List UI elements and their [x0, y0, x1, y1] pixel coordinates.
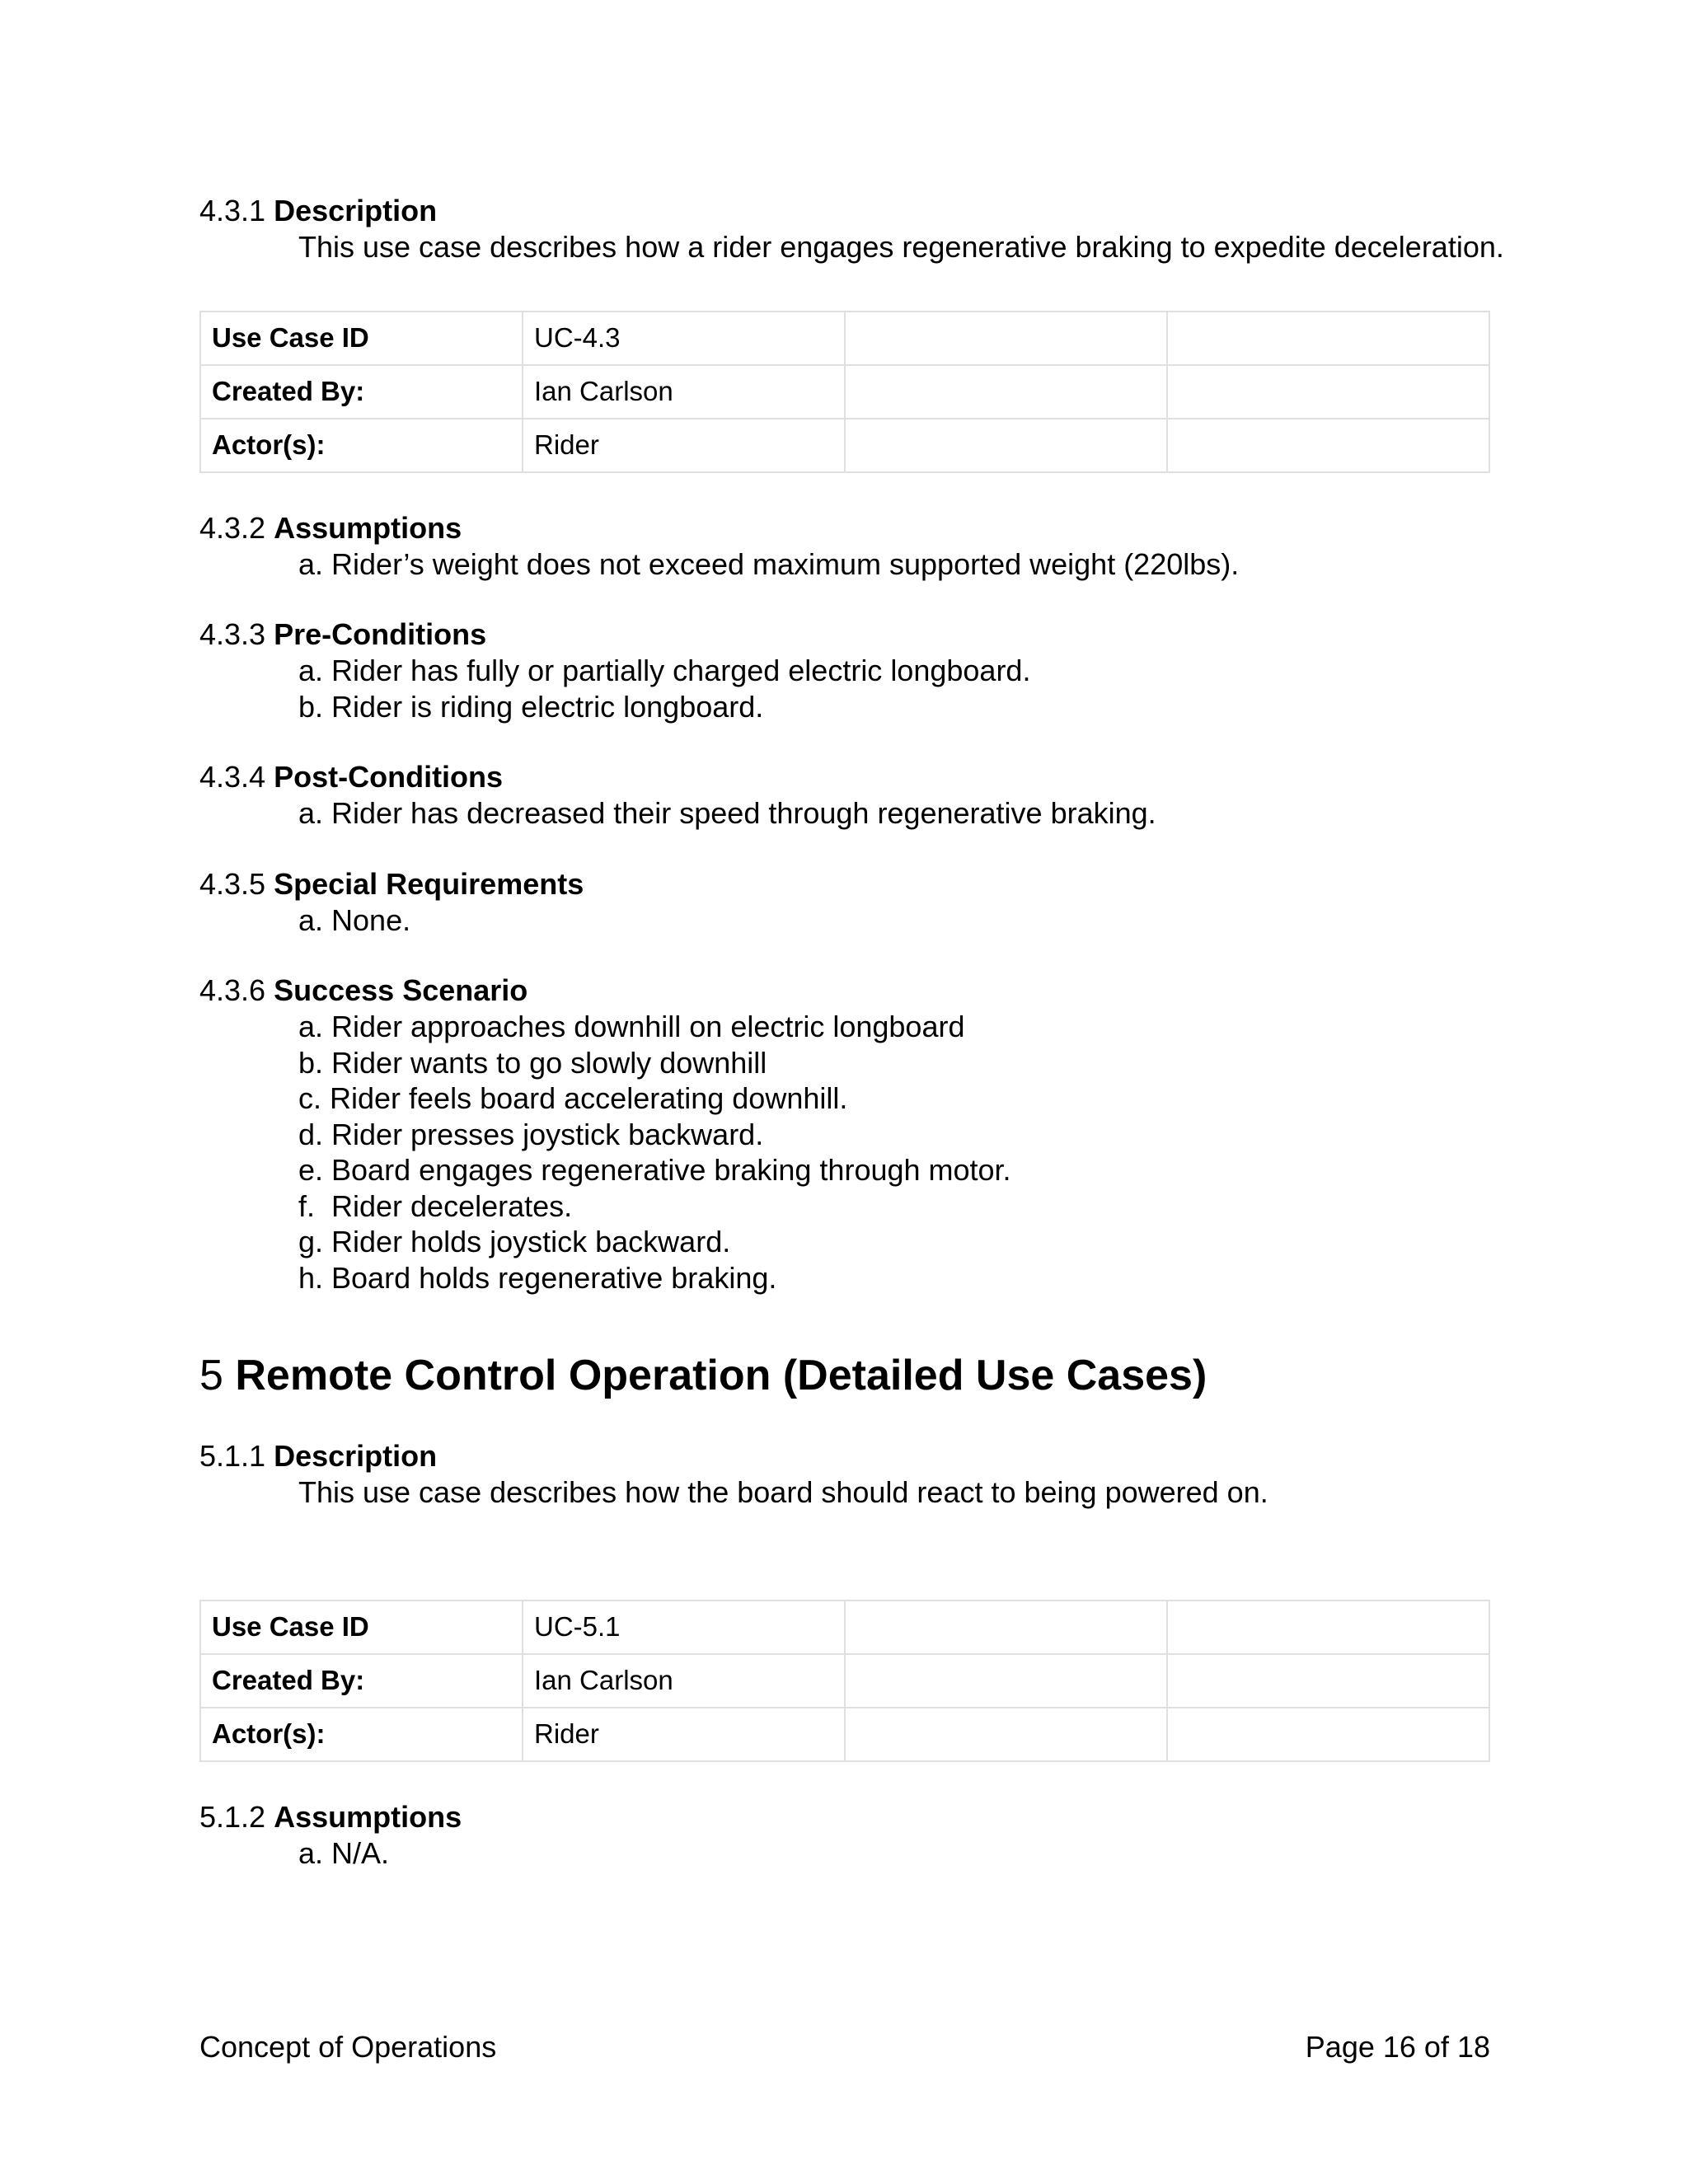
table-cell-empty — [1167, 365, 1489, 419]
section-number: 5.1.2 — [199, 1799, 266, 1834]
section-heading-4-3-3 — [199, 616, 1490, 653]
table-cell-empty — [845, 312, 1167, 365]
section-number: 4.3.1 — [199, 194, 266, 227]
section-title: Description — [274, 194, 438, 227]
table-cell-value: Ian Carlson — [523, 1654, 845, 1708]
list-item: h. Board holds regenerative braking. — [298, 1260, 777, 1295]
list-item: a. Rider approaches downhill on electric longboard — [298, 1010, 965, 1043]
table-cell-empty — [1167, 1708, 1489, 1761]
list — [298, 902, 1490, 939]
section-heading-4-3-5 — [199, 866, 1490, 902]
table-cell-value: Ian Carlson — [523, 365, 845, 419]
section-title: Special Requirements — [274, 866, 584, 901]
table-cell-empty — [845, 365, 1167, 419]
table-cell-label: Created By: — [200, 1654, 523, 1708]
table-cell-value: UC-4.3 — [523, 312, 845, 365]
section-number: 4.3.4 — [199, 760, 266, 794]
use-case-table-5-1 — [199, 1600, 1490, 1762]
section-title: Post-Conditions — [274, 760, 504, 794]
section-title: Description — [274, 1439, 438, 1473]
table-row — [200, 1654, 1489, 1708]
list — [298, 795, 1490, 832]
description-text: This use case describes how a rider engages regenerative braking to expedite deceleration. — [298, 230, 1504, 264]
description-text: This use case describes how the board should react to being powered on. — [298, 1475, 1268, 1509]
table-cell-empty — [845, 1654, 1167, 1708]
table-cell-label: Use Case ID — [200, 1601, 523, 1654]
table-row — [200, 365, 1489, 419]
list-item: a. Rider has fully or partially charged electric longboard. — [298, 654, 1031, 687]
table-cell-label: Use Case ID — [200, 312, 523, 365]
section-title: Pre-Conditions — [274, 617, 487, 651]
list-item: c. Rider feels board accelerating downhill. — [298, 1081, 848, 1115]
section-title: Assumptions — [274, 510, 462, 545]
list-item: a. N/A. — [298, 1835, 390, 1870]
table-row — [200, 419, 1489, 472]
section-heading-5-1-1 — [199, 1438, 1490, 1474]
table-cell-empty — [1167, 1601, 1489, 1654]
list-item: e. Board engages regenerative braking through motor. — [298, 1153, 1011, 1187]
table-row — [200, 1601, 1489, 1654]
table-cell-empty — [1167, 419, 1489, 472]
list-item: d. Rider presses joystick backward. — [298, 1117, 764, 1151]
section-heading-4-3-1 — [199, 193, 1490, 229]
table-cell-label: Created By: — [200, 365, 523, 419]
list — [298, 546, 1490, 583]
table-cell-value: Rider — [523, 419, 845, 472]
table-cell-empty — [1167, 1654, 1489, 1708]
section-heading-5-1-2 — [199, 1799, 1490, 1835]
table-row — [200, 1708, 1489, 1761]
use-case-table-4-3 — [199, 311, 1490, 473]
list-item: a. Rider has decreased their speed through regenerative braking. — [298, 796, 1156, 830]
list — [298, 653, 1490, 724]
section-title: Assumptions — [274, 1799, 462, 1834]
list-item: a. Rider’s weight does not exceed maximum supported weight (220lbs). — [298, 546, 1240, 581]
section-number: 4.3.2 — [199, 510, 266, 545]
section-number: 5 — [199, 1352, 223, 1399]
section-heading-4-3-4 — [199, 759, 1490, 795]
list-item: g. Rider holds joystick backward. — [298, 1225, 731, 1258]
table-cell-label: Actor(s): — [200, 419, 523, 472]
section-number: 4.3.5 — [199, 866, 266, 901]
section-number: 4.3.3 — [199, 617, 266, 651]
table-cell-empty — [845, 1708, 1167, 1761]
chapter-heading-5 — [199, 1349, 1490, 1402]
table-cell-value: UC-5.1 — [523, 1601, 845, 1654]
section-title: Success Scenario — [274, 973, 528, 1007]
section-heading-4-3-6 — [199, 972, 1490, 1009]
section-number: 5.1.1 — [199, 1439, 266, 1473]
document-body — [199, 193, 1504, 1871]
list — [298, 1835, 1490, 1872]
table-cell-empty — [1167, 312, 1489, 365]
list — [298, 1009, 1490, 1296]
section-heading-4-3-2 — [199, 510, 1490, 546]
list-item: b. Rider wants to go slowly downhill — [298, 1045, 767, 1080]
section-title: Remote Control Operation (Detailed Use Cases) — [235, 1352, 1207, 1399]
footer-document-title: Concept of Operations — [199, 2030, 497, 2064]
footer-page-number: Page 16 of 18 — [1305, 2030, 1490, 2064]
section-number: 4.3.6 — [199, 973, 266, 1007]
table-row — [200, 312, 1489, 365]
table-cell-label: Actor(s): — [200, 1708, 523, 1761]
table-cell-value: Rider — [523, 1708, 845, 1761]
table-cell-empty — [845, 419, 1167, 472]
list-item: f. Rider decelerates. — [298, 1188, 573, 1223]
table-cell-empty — [845, 1601, 1167, 1654]
list-item: b. Rider is riding electric longboard. — [298, 689, 764, 724]
list-item: a. None. — [298, 902, 411, 937]
